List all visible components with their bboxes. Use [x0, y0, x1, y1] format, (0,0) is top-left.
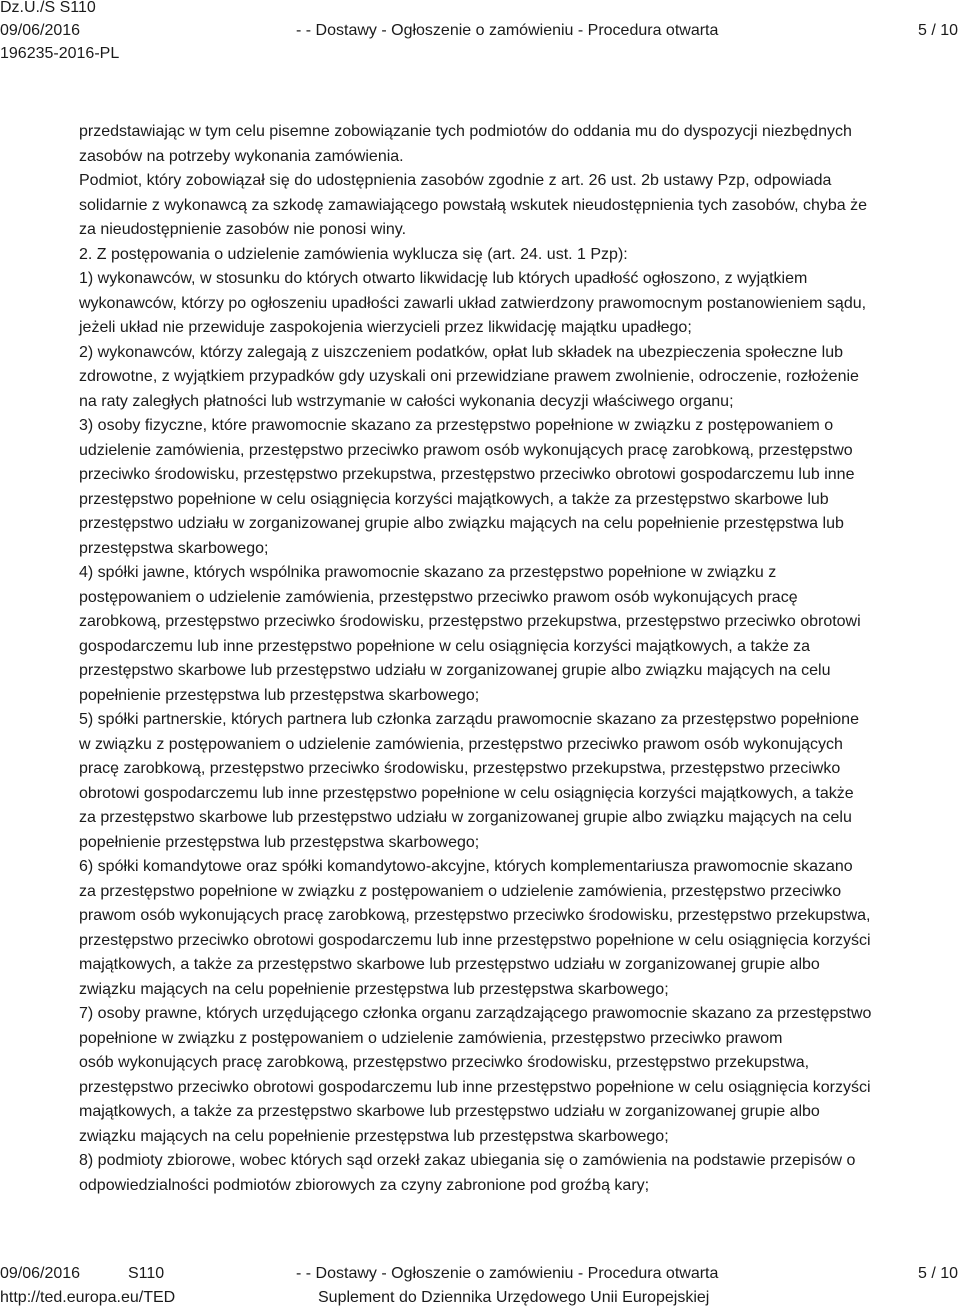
body-text-line: 8) podmioty zbiorowe, wobec których sąd orzekł zakaz ubiegania się o zamówienia na podstawie przepisów o: [79, 1152, 856, 1169]
body-text-line: przestępstwo popełnione w celu osiągnięcia korzyści majątkowych, a także za przestępstwo skarbowe lub: [79, 490, 829, 508]
body-text-line: osób wykonujących pracę zarobkową, przestępstwo przeciwko środowisku, przestępstwo przekupstwa,: [79, 1054, 810, 1071]
body-text-line: 3) osoby fizyczne, które prawomocnie skazano za przestępstwo popełnione w związku z postępowaniem o: [79, 417, 834, 434]
body-text-line: prawom osób wykonujących pracę zarobkową, przestępstwo przeciwko środowisku, przestępstwo przekupstwa,: [79, 907, 871, 924]
body-text-line: popełnione w związku z postępowaniem o udzielenie zamówienia, przestępstwo przeciwko prawom: [79, 1029, 783, 1047]
body-text-line: zdrowotne, z wyjątkiem przypadków gdy uzyskali oni przewidziane prawem zwolnienie, odroczenie, rozłożenie: [79, 368, 859, 385]
body-text-line: zasobów na potrzeby wykonania zamówienia.: [79, 147, 404, 165]
page-header: [0, 0, 960, 70]
footer-url: http://ted.europa.eu/TED: [0, 1289, 176, 1306]
footer-series: S110: [128, 1265, 165, 1282]
footer-date: 09/06/2016: [0, 1265, 81, 1282]
body-text-line: 2) wykonawców, którzy zalegają z uiszczeniem podatków, opłat lub składek na ubezpieczenia społeczne lub: [79, 343, 843, 361]
header-page-number: 5 / 10: [917, 22, 958, 39]
body-text-line: popełnienie przestępstwa lub przestępstwa skarbowego;: [79, 833, 480, 851]
body-text-line: 6) spółki komandytowe oraz spółki komandytowo-akcyjne, których komplementariusza prawomocnie skazano: [79, 858, 853, 875]
body-text-line: 5) spółki partnerskie, których partnera lub członka zarządu prawomocnie skazano za przestępstwo popełnione: [79, 711, 859, 728]
body-text-line: popełnienie przestępstwa lub przestępstwa skarbowego;: [79, 686, 480, 704]
body-text-line: jeżeli układ nie przewiduje zaspokojenia wierzycieli przez likwidację majątku upadłego;: [79, 319, 692, 336]
header-date: 09/06/2016: [0, 22, 81, 39]
body-text-line: Podmiot, który zobowiązał się do udostępnienia zasobów zgodnie z art. 26 ust. 2b ustawy Pzp, odpowiada: [79, 172, 832, 189]
body-text-line: majątkowych, a także za przestępstwo skarbowe lub przestępstwo udziału w zorganizowanej grupie albo: [79, 1103, 820, 1120]
body-text-line: związku mających na celu popełnienie przestępstwa lub przestępstwa skarbowego;: [79, 1127, 669, 1145]
header-journal-ref: Dz.U./S S110: [0, 0, 96, 16]
body-text-line: na raty zaległych płatności lub wstrzymanie w całości wykonania decyzji właściwego organu;: [79, 392, 734, 410]
footer-title: - - Dostawy - Ogłoszenie o zamówieniu - Procedura otwarta: [296, 1265, 719, 1282]
footer-journal: Suplement do Dziennika Urzędowego Unii Europejskiej: [318, 1289, 710, 1306]
body-text-line: 7) osoby prawne, których urzędującego członka organu zarządzającego prawomocnie skazano za przestępstwo: [79, 1005, 872, 1022]
header-title: - - Dostawy - Ogłoszenie o zamówieniu - Procedura otwarta: [296, 22, 719, 39]
body-text-line: przeciwko środowisku, przestępstwo przekupstwa, przestępstwo przeciwko obrotowi gospodarczemu lub inne: [79, 466, 855, 483]
body-text-line: przestępstwa skarbowego;: [79, 539, 269, 557]
body-text-line: udzielenie zamówienia, przestępstwo przeciwko prawom osób wykonujących pracę zarobkową, przestępstwo: [79, 441, 853, 459]
body-text-line: solidarnie z wykonawcą za szkodę zamawiającego powstałą wskutek nieudostępnienia tych zasobów, chyba że: [79, 196, 867, 214]
body-text-line: wykonawców, którzy po ogłoszeniu upadłości zawarli układ zatwierdzony prawomocnym postanowieniem sądu,: [79, 294, 867, 312]
body-text-line: związku mających na celu popełnienie przestępstwa lub przestępstwa skarbowego;: [79, 980, 669, 998]
body-text-line: majątkowych, a także za przestępstwo skarbowe lub przestępstwo udziału w zorganizowanej grupie albo: [79, 956, 820, 973]
body-text-line: przestępstwo udziału w zorganizowanej grupie albo związku mających na celu popełnienie przestępstwa lub: [79, 515, 844, 532]
body-text-line: przedstawiając w tym celu pisemne zobowiązanie tych podmiotów do oddania mu do dyspozycji niezbędnych: [79, 123, 852, 140]
document-body: [79, 120, 959, 1198]
body-text-line: za przestępstwo skarbowe lub przestępstwo udziału w zorganizowanej grupie albo związku mających na celu: [79, 809, 852, 826]
body-text-line: zarobkową, przestępstwo przeciwko środowisku, przestępstwo przekupstwa, przestępstwo przeciwko obrotowi: [79, 613, 861, 630]
body-text-line: 4) spółki jawne, których wspólnika prawomocnie skazano za przestępstwo popełnione w związku z: [79, 564, 777, 581]
body-text-line: za przestępstwo popełnione w związku z postępowaniem o udzielenie zamówienia, przestępstwo przeciwko: [79, 882, 842, 900]
body-text-line: 2. Z postępowania o udzielenie zamówienia wyklucza się (art. 24. ust. 1 Pzp):: [79, 245, 628, 263]
body-text-line: 1) wykonawców, w stosunku do których otwarto likwidację lub których upadłość ogłoszono, z wyjątkiem: [79, 270, 808, 287]
body-text-line: odpowiedzialności podmiotów zbiorowych za czyny zabronione pod groźbą kary;: [79, 1176, 650, 1194]
body-text-line: w związku z postępowaniem o udzielenie zamówienia, przestępstwo przeciwko prawom osób wykonujących: [79, 735, 843, 753]
body-text-line: obrotowi gospodarczemu lub inne przestępstwo popełnione w celu osiągnięcia korzyści majątkowych, a także: [79, 784, 854, 802]
body-text-line: postępowaniem o udzielenie zamówienia, przestępstwo przeciwko prawom osób wykonujących pracę: [79, 588, 798, 606]
body-text-line: przestępstwo przeciwko obrotowi gospodarczemu lub inne przestępstwo popełnione w celu osiągnięcia korzyści: [79, 1078, 871, 1096]
header-identifiers: [0, 0, 119, 65]
footer-page-number: 5 / 10: [917, 1265, 958, 1282]
header-notice-number: 196235-2016-PL: [0, 45, 120, 62]
page-footer: [0, 1262, 960, 1311]
body-text-line: przestępstwo skarbowe lub przestępstwo udziału w zorganizowanej grupie albo związku mających na celu: [79, 662, 831, 679]
body-text-line: gospodarczemu lub inne przestępstwo popełnione w celu osiągnięcia korzyści majątkowych, a także za: [79, 637, 811, 655]
body-text-line: przestępstwo przeciwko obrotowi gospodarczemu lub inne przestępstwo popełnione w celu osiągnięcia korzyści: [79, 931, 871, 949]
body-text-line: pracę zarobkową, przestępstwo przeciwko środowisku, przestępstwo przekupstwa, przestępstwo przeciwko: [79, 760, 841, 777]
body-text-line: za nieudostępnienie zasobów nie ponosi winy.: [79, 221, 407, 238]
